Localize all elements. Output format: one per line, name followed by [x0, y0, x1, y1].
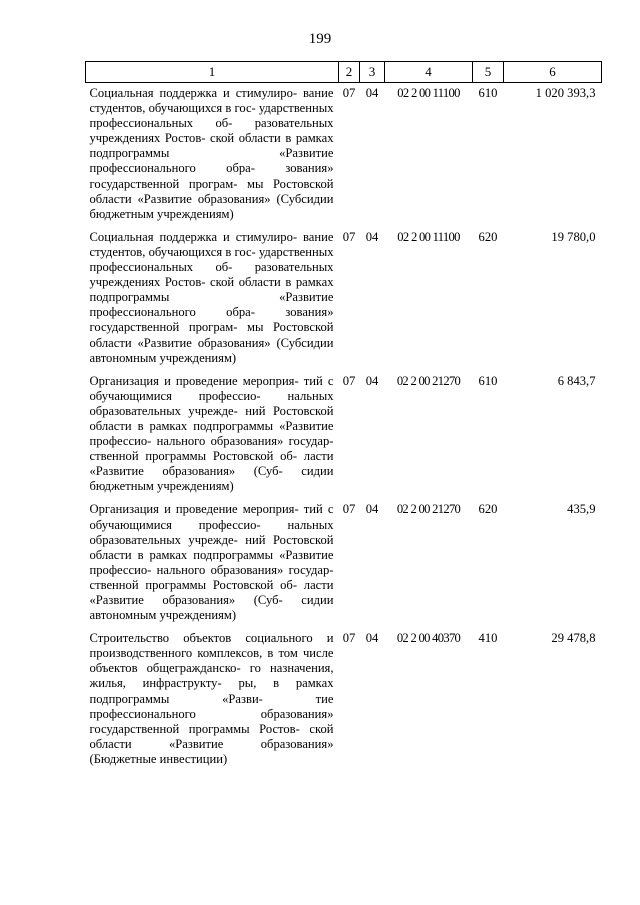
column-header-6: 6: [504, 62, 602, 83]
subsection-code: 04: [365, 86, 379, 100]
amount: 19 780,0: [551, 229, 596, 244]
description-line: ний Ростовской области в рамках: [89, 403, 334, 433]
description-line: сидии автономным учреждениям): [89, 593, 334, 623]
description-line: мы Ростовской области «Развитие: [89, 176, 334, 206]
subsection-code: 04: [365, 373, 379, 388]
section-code: 07: [342, 229, 356, 244]
description-line: ласти «Развитие образования» (Суб-: [89, 577, 334, 607]
description-line: вание студентов, обучающихся в гос-: [89, 86, 334, 116]
description-line: тий с обучающимися профессио-: [89, 502, 334, 532]
target-article-code: 02 2 00 21270: [396, 502, 461, 517]
row-description: [86, 230, 339, 374]
description-line: ударственных профессиональных об-: [89, 101, 334, 131]
description-line: мы Ростовской области «Развитие: [89, 320, 334, 350]
description-line: учреждениям): [159, 350, 237, 365]
expense-type-code: 610: [478, 373, 498, 388]
description-line: образования» (Субсидии бюджетным: [89, 191, 334, 221]
description-line: ственной программы Ростовской об-: [89, 449, 298, 464]
description-line: тие профессионального образования»: [89, 691, 334, 721]
description-line: го назначения, жилья, инфраструкту-: [89, 661, 334, 691]
description-line: и производственного комплексов, в: [89, 631, 334, 661]
target-article-code: 02 2 00 11100: [397, 229, 460, 244]
description-line: Социальная поддержка и стимулиро-: [89, 86, 298, 100]
subsection-code: 04: [365, 502, 379, 517]
target-article-code: 02 2 00 11100: [397, 86, 460, 100]
description-line: зования» государственной програм-: [89, 161, 334, 191]
description-line: зования» государственной програм-: [89, 305, 334, 335]
expense-type-code: 620: [478, 229, 498, 244]
section-code: 07: [342, 502, 356, 517]
section-code: 07: [342, 631, 356, 646]
table-row: [86, 502, 602, 631]
description-line: подпрограммы «Развитие профессио-: [89, 418, 334, 449]
table-row: [86, 230, 602, 374]
description-line: ласти «Развитие образования» (Суб-: [89, 449, 334, 479]
description-line: ской области в рамках подпрограммы: [89, 275, 334, 305]
table-row: [86, 631, 602, 775]
description-line: ственной программы Ростовской об-: [89, 577, 298, 592]
section-code: 07: [342, 86, 356, 100]
description-line: нального образования» государ-: [156, 562, 334, 577]
description-line: Социальная поддержка и стимулиро-: [89, 229, 298, 244]
column-header-1: 1: [86, 62, 339, 83]
description-line: «Развитие профессионального обра-: [89, 146, 334, 176]
description-line: тий с обучающимися профессио-: [89, 373, 334, 403]
table-row: [86, 374, 602, 503]
description-line: нальных образовательных учрежде-: [89, 388, 334, 418]
description-line: Организация и проведение мероприя-: [89, 373, 299, 388]
table-row: [86, 83, 602, 230]
amount: 1 020 393,3: [535, 86, 596, 100]
column-header-4: 4: [385, 62, 473, 83]
description-line: «Развитие профессионального обра-: [89, 290, 334, 320]
target-article-code: 02 2 00 40370: [396, 631, 461, 646]
section-code: 07: [342, 373, 356, 388]
description-line: государственной программы Ростов-: [89, 721, 300, 736]
description-line: Организация и проведение мероприя-: [89, 502, 299, 517]
description-line: учреждениям): [157, 206, 234, 221]
description-line: ской области в рамках подпрограммы: [89, 131, 334, 161]
description-line: ний Ростовской области в рамках: [89, 532, 334, 562]
description-line: нального образования» государ-: [156, 434, 334, 449]
description-line: ры, в рамках подпрограммы «Разви-: [89, 676, 334, 706]
budget-table: [85, 61, 602, 775]
page-number: 199: [308, 31, 332, 47]
target-article-code: 02 2 00 21270: [396, 373, 461, 388]
description-line: ударственных профессиональных об-: [89, 244, 334, 275]
amount: 6 843,7: [557, 373, 596, 388]
description-line: образования» (Субсидии автономным: [89, 335, 334, 365]
description-line: (Бюджетные инвестиции): [89, 751, 228, 766]
description-line: разовательных учреждениях Ростов-: [89, 260, 334, 290]
column-header-5: 5: [473, 62, 504, 83]
row-description: [86, 631, 339, 775]
column-header-2: 2: [339, 62, 360, 83]
table-header-row: [86, 62, 602, 83]
description-line: разовательных учреждениях Ростов-: [89, 116, 334, 146]
expense-type-code: 410: [478, 631, 498, 646]
amount: 29 478,8: [551, 631, 596, 646]
description-line: подпрограммы «Развитие профессио-: [89, 547, 334, 577]
description-line: вание студентов, обучающихся в гос-: [89, 229, 334, 259]
subsection-code: 04: [365, 229, 379, 244]
description-line: Строительство объектов социального: [89, 631, 313, 646]
amount: 435,9: [567, 502, 596, 517]
row-description: [86, 83, 339, 230]
expense-type-code: 610: [478, 86, 498, 100]
row-description: [86, 502, 339, 631]
description-line: сидии бюджетным учреждениям): [89, 464, 334, 494]
subsection-code: 04: [365, 631, 379, 646]
column-header-3: 3: [360, 62, 385, 83]
row-description: [86, 374, 339, 503]
description-line: том числе объектов общегражданско-: [89, 646, 334, 676]
description-line: ской области «Развитие образования»: [89, 721, 334, 751]
table-body: [86, 83, 602, 776]
description-line: нальных образовательных учрежде-: [89, 517, 334, 547]
expense-type-code: 620: [478, 502, 498, 517]
